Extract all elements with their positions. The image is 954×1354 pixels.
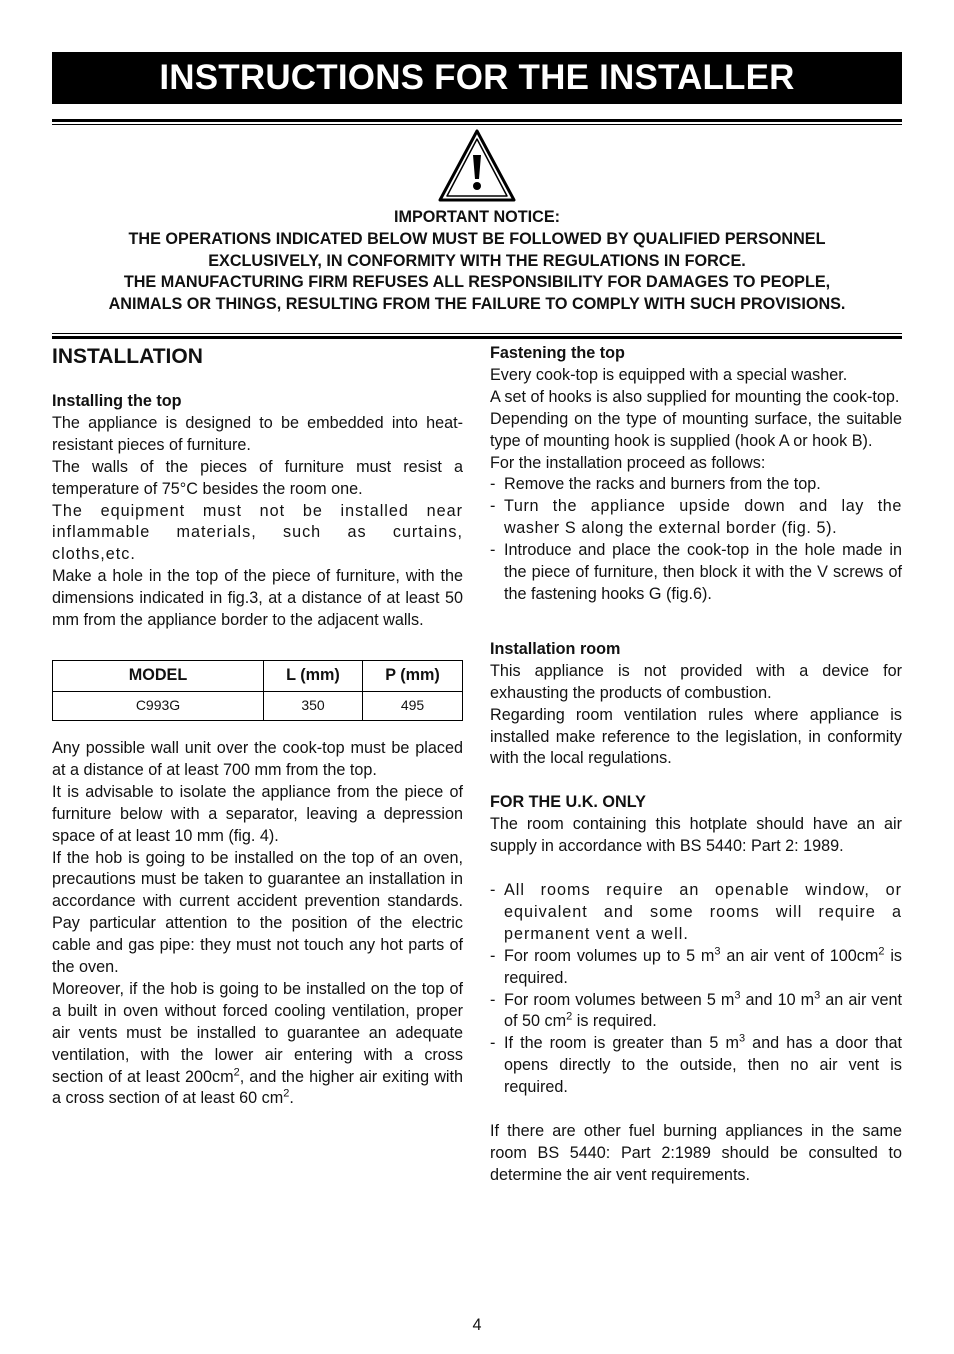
table-cell: C993G	[53, 691, 264, 720]
subheading-fastening: Fastening the top	[490, 344, 625, 362]
subheading-installing-top: Installing the top	[52, 392, 182, 410]
divider-bottom	[52, 333, 902, 339]
paragraph: It is advisable to isolate the appliance from the piece of furniture below with a separator, leaving a depression space of at least 10 mm (fig. 4).	[52, 782, 463, 845]
page-title: INSTRUCTIONS FOR THE INSTALLER	[159, 58, 795, 97]
warning-triangle-icon	[437, 128, 517, 204]
important-notice	[52, 207, 902, 316]
table-cell: 350	[264, 691, 363, 720]
paragraph: Regarding room ventilation rules where appliance is installed make reference to the legislation, in conformity with the local regulations.	[490, 705, 902, 768]
fastening-steps	[490, 474, 902, 605]
list-item: - Turn the appliance upside down and lay the washer S along the external border (fig. 5).	[490, 497, 902, 538]
column-header: L (mm)	[264, 660, 363, 691]
list-item: - For room volumes up to 5 $m^3$ an air vent of $100cm^2$ is required.	[490, 945, 903, 987]
paragraph: Make a hole in the top of the piece of furniture, with the dimensions indicated in fig.3, at a distance of at least 50 mm from the appliance border to the adjacent walls.	[52, 567, 463, 630]
right-column	[490, 343, 902, 1187]
notice-line: EXCLUSIVELY, IN CONFORMITY WITH THE REGULATIONS IN FORCE.	[208, 251, 746, 270]
list-item: - Remove the racks and burners from the top.	[490, 475, 821, 494]
divider-top	[52, 119, 902, 125]
paragraph: This appliance is not provided with a device for exhausting the products of combustion.	[490, 661, 902, 702]
page-title-banner	[52, 52, 902, 104]
uk-requirements	[490, 880, 902, 1099]
notice-line: THE OPERATIONS INDICATED BELOW MUST BE FOLLOWED BY QUALIFIED PERSONNEL	[128, 229, 826, 248]
paragraph: For the installation proceed as follows:	[490, 453, 766, 472]
subheading-uk-only: FOR THE U.K. ONLY	[490, 793, 646, 812]
list-item: - All rooms require an openable window, or equivalent and some rooms will require a permanent vent a well.	[490, 881, 902, 943]
paragraph: The walls of the pieces of furniture must resist a temperature of 75°C besides the room one.	[52, 457, 463, 498]
paragraph: The room containing this hotplate should have an air supply in accordance with BS 5440: Part 2: 1989.	[490, 815, 902, 856]
dimensions-table	[52, 660, 463, 721]
paragraph: If the hob is going to be installed on the top of an oven, precautions must be taken to guarantee an installation in accordance with current accident prevention standards. Pay particular attention to the position of the electric cable and gas pipe: they must not touch any hot parts of the oven.	[52, 848, 463, 977]
paragraph: A set of hooks is also supplied for mounting the cook-top.	[490, 387, 900, 406]
table-cell: 495	[363, 691, 463, 720]
column-header: P (mm)	[363, 660, 463, 691]
paragraph: The equipment must not be installed near inflammable materials, such as curtains, cloths,etc.	[52, 501, 463, 564]
paragraph: Any possible wall unit over the cook-top must be placed at a distance of at least 700 mm from the top.	[52, 738, 463, 779]
column-header: MODEL	[53, 660, 264, 691]
paragraph: The appliance is designed to be embedded into heat-resistant pieces of furniture.	[52, 413, 463, 454]
list-item: - If the room is greater than 5 $m^3$ and has a door that opens directly to the outside, then no air vent is required.	[490, 1032, 902, 1097]
section-heading-installation: INSTALLATION	[52, 345, 203, 368]
list-item: - For room volumes between 5 $m^3$ and 10 $m^3$ an air vent of 50 $cm^2$ is required.	[490, 989, 902, 1031]
table-row	[53, 691, 463, 720]
notice-line: THE MANUFACTURING FIRM REFUSES ALL RESPONSIBILITY FOR DAMAGES TO PEOPLE,	[123, 273, 831, 292]
list-item: - Introduce and place the cook-top in the hole made in the piece of furniture, then block it with the V screws of the fastening hooks G (fig.6).	[490, 541, 902, 603]
notice-line: ANIMALS OR THINGS, RESULTING FROM THE FAILURE TO COMPLY WITH SUCH PROVISIONS.	[108, 295, 846, 314]
notice-line: IMPORTANT NOTICE:	[393, 208, 561, 226]
subheading-installation-room: Installation room	[490, 639, 621, 658]
page-number: 4	[472, 1316, 482, 1334]
paragraph: If there are other fuel burning appliances in the same room BS 5440: Part 2:1989 should be consulted to determine the air vent requirements.	[490, 1122, 902, 1184]
table-header-row	[53, 660, 463, 691]
paragraph: Depending on the type of mounting surface, the suitable type of mounting hook is supplied (hook A or hook B).	[490, 409, 902, 450]
paragraph: Every cook-top is equipped with a special washer.	[490, 365, 848, 384]
paragraph-ventilation: Moreover, if the hob is going to be installed on the top of a built in oven without forced cooling ventilation, proper air vents must be installed to guarantee an adequate ventilation, with the lower air entering with a cross section of at least $200cm^2$, and the higher air exiting with a cross section of at least 60 $cm^2$.	[52, 979, 463, 1108]
left-column	[52, 343, 463, 1110]
